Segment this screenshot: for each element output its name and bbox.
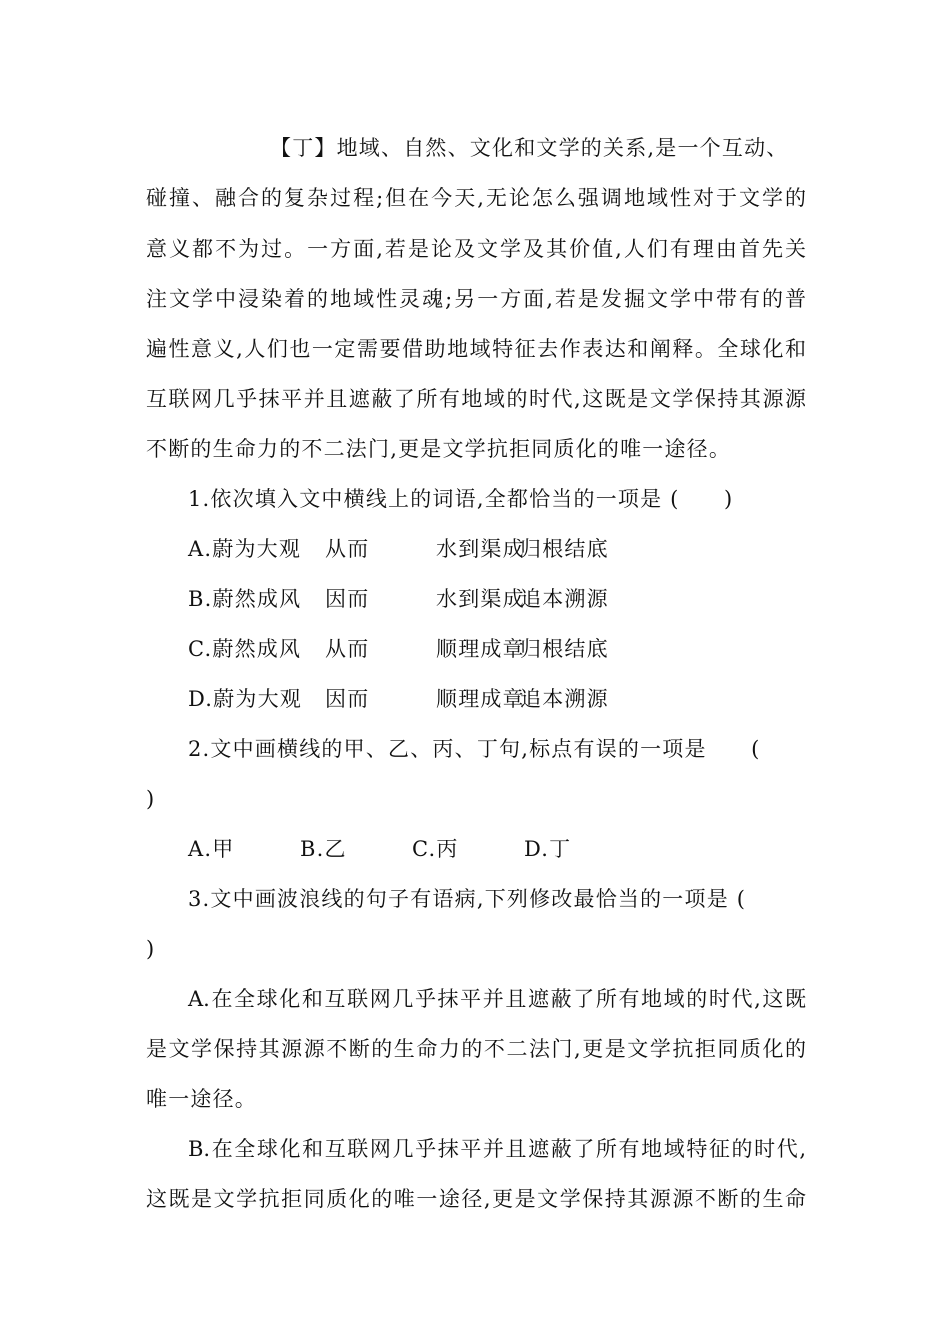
question-3-option-a-line-3: 唯一途径。	[146, 1087, 257, 1111]
option-a-word-1: A.蔚为大观	[188, 537, 302, 561]
question-1-option-a	[188, 534, 609, 564]
question-3-stem-end: )	[146, 937, 156, 961]
option-a-word-2: 从而	[325, 537, 370, 561]
passage-line-3: 意义都不为过。一方面,若是论及文学及其价值,人们有理由首先关	[146, 237, 806, 261]
question-2-option-a: A.甲	[188, 837, 235, 861]
question-2-option-d: D.丁	[524, 837, 572, 861]
option-c-word-2: 从而	[325, 637, 370, 661]
option-d-word-4: 追本溯源	[520, 687, 609, 711]
question-3-option-b-line-1: B.在全球化和互联网几乎抹平并且遮蔽了所有地域特征的时代,	[188, 1137, 806, 1161]
passage-line-2: 碰撞、融合的复杂过程;但在今天,无论怎么强调地域性对于文学的	[146, 186, 806, 210]
option-d-word-1: D.蔚为大观	[188, 687, 302, 711]
passage-line-6: 互联网几乎抹平并且遮蔽了所有地域的时代,这既是文学保持其源源	[146, 387, 806, 411]
option-b-word-3: 水到渠成	[436, 587, 525, 611]
option-c-word-4: 归根结底	[520, 637, 609, 661]
option-d-word-3: 顺理成章	[436, 687, 525, 711]
question-3-option-a-line-2: 是文学保持其源源不断的生命力的不二法门,更是文学抗拒同质化的	[146, 1037, 806, 1061]
question-2-stem: 2.文中画横线的甲、乙、丙、丁句,标点有误的一项是 (	[188, 737, 761, 761]
question-1-option-c	[188, 634, 609, 664]
question-3-option-a-line-1: A.在全球化和互联网几乎抹平并且遮蔽了所有地域的时代,这既	[188, 987, 806, 1011]
passage-line-4: 注文学中浸染着的地域性灵魂;另一方面,若是发掘文学中带有的普	[146, 287, 806, 311]
option-b-word-2: 因而	[325, 587, 370, 611]
question-1-option-b	[188, 584, 609, 614]
option-a-word-4: 归根结底	[520, 537, 609, 561]
question-1-option-d	[188, 684, 609, 714]
option-c-word-3: 顺理成章	[436, 637, 525, 661]
question-2-option-b: B.乙	[300, 837, 347, 861]
question-2-option-c: C.丙	[412, 837, 459, 861]
question-2-options	[188, 834, 572, 864]
option-c-word-1: C.蔚然成风	[188, 637, 302, 661]
option-b-word-4: 追本溯源	[520, 587, 609, 611]
option-a-word-3: 水到渠成	[436, 537, 525, 561]
question-3-option-b-line-2: 这既是文学抗拒同质化的唯一途径,更是文学保持其源源不断的生命	[146, 1187, 806, 1211]
option-b-word-1: B.蔚然成风	[188, 587, 302, 611]
question-3-stem: 3.文中画波浪线的句子有语病,下列修改最恰当的一项是 (	[188, 887, 747, 911]
passage-line-5: 遍性意义,人们也一定需要借助地域特征去作表达和阐释。全球化和	[146, 337, 806, 361]
passage-line-7: 不断的生命力的不二法门,更是文学抗拒同质化的唯一途径。	[146, 437, 732, 461]
question-1-stem: 1.依次填入文中横线上的词语,全都恰当的一项是 ( )	[188, 487, 734, 511]
question-2-stem-end: )	[146, 787, 156, 811]
passage-line-1: 【丁】地域、自然、文化和文学的关系,是一个互动、	[270, 136, 789, 160]
option-d-word-2: 因而	[325, 687, 370, 711]
